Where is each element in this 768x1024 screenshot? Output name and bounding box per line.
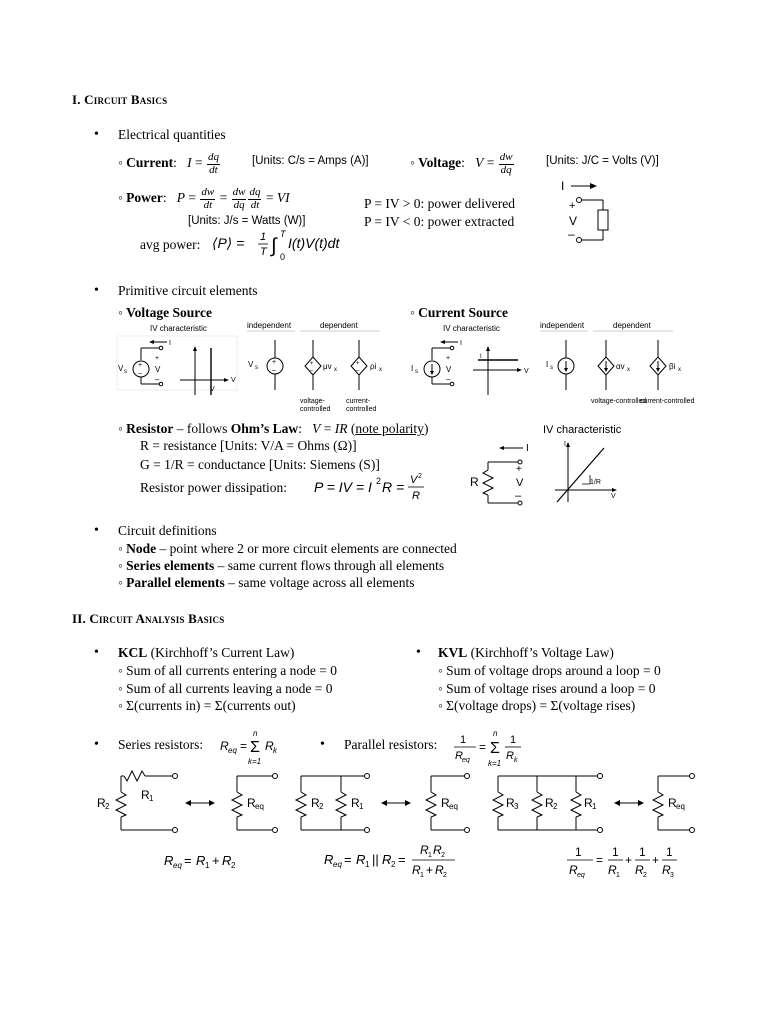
svg-text:–: – — [356, 368, 360, 374]
svg-text:I: I — [480, 354, 482, 360]
svg-text:+: + — [625, 853, 633, 867]
power-line: ◦ Power: P = $\frac{dw}{dt}$ = $\frac{dw}{dq}$ $\frac{dq}{dt}$ = VI — [118, 186, 290, 211]
svg-text:2: 2 — [376, 476, 382, 486]
svg-text:1: 1 — [428, 852, 432, 859]
power-element-diagram — [555, 178, 625, 248]
svg-text:=: = — [344, 852, 352, 867]
svg-text:+: + — [652, 853, 660, 867]
svg-text:V: V — [569, 214, 578, 228]
bullet: • — [94, 127, 99, 142]
svg-text:eq: eq — [173, 861, 182, 870]
svg-text:αv: αv — [616, 362, 625, 371]
svg-text:T: T — [280, 229, 286, 239]
resistor-power-label: Resistor power dissipation: — [140, 480, 287, 495]
parallel-resistors-formula — [452, 726, 532, 770]
svg-text:+: + — [155, 355, 160, 362]
svg-text:V: V — [516, 477, 524, 489]
svg-text:I: I — [546, 360, 549, 369]
svg-text:2: 2 — [391, 860, 396, 869]
bullet: • — [320, 737, 325, 752]
current-label: Current — [126, 155, 174, 171]
current-formula: $\frac{dq}{dt}$ — [207, 151, 219, 176]
svg-text:V: V — [231, 377, 236, 384]
svg-text:R: R — [662, 863, 671, 877]
svg-text:IV characteristic: IV characteristic — [443, 324, 500, 333]
node-definition: ◦ Node – point where 2 or more circuit elements are connected — [118, 541, 457, 556]
svg-text:R: R — [324, 852, 334, 867]
svg-text:2: 2 — [319, 802, 324, 811]
svg-text:eq: eq — [462, 757, 470, 764]
svg-text:current-: current- — [346, 398, 371, 405]
bullet: • — [94, 283, 99, 298]
power-delivered: P = IV > 0: power delivered — [364, 196, 515, 211]
svg-text:I: I — [460, 340, 462, 347]
svg-text:V: V — [446, 365, 452, 374]
svg-text:I(t)V(t)dt: I(t)V(t)dt — [288, 235, 340, 251]
svg-text:R: R — [220, 739, 229, 753]
svg-text:n: n — [493, 729, 498, 738]
parallel-resistors-label: Parallel resistors: — [344, 737, 438, 752]
parallel-three-circuit-diagram — [492, 766, 698, 838]
svg-text:∫: ∫ — [271, 235, 277, 257]
svg-text:–: – — [138, 370, 142, 377]
svg-text:R: R — [668, 796, 677, 810]
svg-text:P = IV = I: P = IV = I — [314, 479, 372, 495]
section-1-title: I. Circuit Basics — [72, 92, 168, 107]
svg-text:R: R — [635, 863, 644, 877]
power-units: [Units: J/s = Watts (W)] — [188, 215, 306, 227]
svg-text:–: – — [446, 375, 451, 384]
svg-text:+: + — [310, 361, 314, 367]
primitive-elements-heading: Primitive circuit elements — [118, 283, 258, 298]
svg-text:R: R — [97, 796, 106, 810]
kvl-line-2: ◦ Sum of voltage rises around a loop = 0 — [438, 681, 656, 696]
series-definition: ◦ Series elements – same current flows through all elements — [118, 558, 445, 573]
svg-text:R: R — [412, 863, 421, 877]
svg-text:+: + — [272, 359, 277, 366]
parallel-two-circuit-diagram — [297, 766, 472, 838]
circuit-definitions-heading: Circuit definitions — [118, 523, 217, 538]
voltage-source-heading: ◦ Voltage Source — [118, 305, 213, 320]
conductance-def: G = 1/R = conductance [Units: Siemens (S)] — [140, 457, 380, 472]
svg-text:k: k — [273, 746, 277, 755]
electrical-quantities-heading: Electrical quantities — [118, 127, 226, 142]
current-units: [Units: C/s = Amps (A)] — [252, 155, 369, 167]
svg-text:⟨P⟩ =: ⟨P⟩ = — [212, 235, 245, 251]
svg-text:x: x — [334, 367, 337, 373]
parallel-three-equivalent-formula — [565, 840, 690, 884]
resistor-iv-chart — [552, 440, 622, 504]
resistor-diagram — [468, 438, 533, 508]
svg-text:R: R — [506, 750, 514, 762]
svg-text:R: R — [569, 863, 578, 877]
svg-text:2: 2 — [643, 872, 647, 879]
svg-text:controlled: controlled — [300, 406, 331, 413]
svg-text:R: R — [545, 796, 554, 810]
svg-text:eq: eq — [333, 860, 342, 869]
svg-text:R =: R = — [382, 479, 405, 495]
svg-text:I: I — [526, 443, 529, 454]
kcl-line-2: ◦ Sum of all currents leaving a node = 0 — [118, 681, 333, 696]
svg-text:V: V — [210, 386, 215, 393]
bullet: • — [94, 737, 99, 752]
svg-text:independent: independent — [540, 321, 585, 330]
svg-text:=: = — [596, 853, 604, 867]
svg-text:=: = — [184, 853, 192, 868]
note-polarity: note polarity — [355, 421, 424, 436]
svg-text:eq: eq — [676, 802, 685, 811]
svg-text:s: s — [255, 365, 258, 371]
power-extracted: P = IV < 0: power extracted — [364, 214, 515, 229]
svg-text:x: x — [627, 367, 630, 373]
dependent-label: dependent — [320, 321, 358, 330]
svg-text:V: V — [611, 493, 616, 500]
svg-text:2: 2 — [418, 473, 422, 480]
svg-text:+: + — [426, 863, 434, 877]
svg-text:2: 2 — [231, 861, 236, 870]
svg-text:R: R — [351, 796, 360, 810]
svg-text:eq: eq — [228, 746, 237, 755]
ohms-law: Ohm’s Law — [230, 421, 299, 436]
svg-text:βi: βi — [669, 362, 676, 371]
svg-text:controlled: controlled — [346, 406, 377, 413]
kcl-line-1: ◦ Sum of all currents entering a node = 0 — [118, 663, 337, 678]
svg-text:–: – — [155, 375, 160, 384]
svg-text:+: + — [516, 464, 522, 475]
svg-text:–: – — [568, 227, 575, 241]
svg-text:R: R — [164, 853, 174, 868]
svg-text:+: + — [356, 361, 360, 367]
svg-text:–: – — [310, 368, 314, 374]
svg-text:R: R — [356, 852, 366, 867]
svg-text:s: s — [415, 369, 418, 375]
svg-text:R: R — [311, 796, 320, 810]
svg-text:Σ: Σ — [250, 739, 260, 756]
svg-text:1: 1 — [205, 861, 210, 870]
section-2-title: II. Circuit Analysis Basics — [72, 611, 225, 626]
iv-characteristic-label: IV characteristic — [150, 324, 207, 333]
current-source-heading: ◦ Current Source — [410, 305, 509, 320]
svg-text:s: s — [550, 365, 553, 371]
svg-text:V: V — [118, 364, 124, 373]
svg-text:k: k — [514, 757, 518, 764]
svg-text:R: R — [222, 853, 232, 868]
svg-text:3: 3 — [670, 872, 674, 879]
power-label: Power — [126, 190, 163, 206]
kcl-line-3: ◦ Σ(currents in) = Σ(currents out) — [118, 698, 296, 713]
svg-text:=: = — [479, 740, 487, 754]
series-resistors-label: Series resistors: — [118, 737, 204, 752]
svg-text:1: 1 — [365, 860, 370, 869]
svg-text:I: I — [169, 340, 171, 347]
bullet: • — [94, 523, 99, 538]
svg-text:μv: μv — [323, 362, 332, 371]
svg-text:eq: eq — [577, 872, 585, 879]
svg-text:3: 3 — [514, 802, 519, 811]
svg-text:R: R — [608, 863, 617, 877]
svg-text:R: R — [506, 796, 515, 810]
svg-text:R: R — [247, 796, 256, 810]
svg-text:=: = — [398, 852, 406, 867]
svg-text:R: R — [196, 853, 206, 868]
svg-text:R: R — [420, 843, 429, 857]
svg-text:1: 1 — [592, 802, 597, 811]
svg-text:Σ: Σ — [490, 740, 500, 757]
svg-text:I: I — [561, 179, 565, 193]
svg-text:R: R — [382, 852, 392, 867]
resistor-iv-label: IV characteristic — [543, 424, 622, 436]
svg-text:ρi: ρi — [370, 362, 377, 371]
svg-text:x: x — [678, 367, 681, 373]
svg-text:2: 2 — [441, 852, 445, 859]
svg-text:–: – — [515, 490, 522, 502]
svg-text:1/R: 1/R — [590, 479, 601, 486]
svg-text:1: 1 — [420, 872, 424, 879]
svg-text:eq: eq — [449, 802, 458, 811]
kvl-heading: KVL (Kirchhoff’s Voltage Law) — [438, 645, 614, 660]
svg-text:1: 1 — [639, 845, 646, 859]
svg-text:–: – — [272, 367, 276, 374]
svg-text:V: V — [155, 365, 161, 374]
resistor-power-formula — [312, 470, 442, 506]
svg-text:0: 0 — [280, 252, 286, 262]
current-source-diagrams — [408, 320, 695, 416]
svg-text:R: R — [412, 490, 420, 502]
svg-text:+: + — [212, 853, 220, 868]
svg-text:R: R — [433, 843, 442, 857]
resistor-line: ◦ Resistor – follows Ohm’s Law: V = IR (note polarity) — [118, 421, 429, 436]
svg-text:1: 1 — [575, 845, 582, 859]
current-line: ◦ Current: I = $\frac{dq}{dt}$ — [118, 151, 219, 176]
svg-text:V: V — [524, 368, 529, 375]
voltage-units: [Units: J/C = Volts (V)] — [546, 155, 659, 167]
svg-text:2: 2 — [553, 802, 558, 811]
svg-text:1: 1 — [666, 845, 673, 859]
svg-text:+: + — [446, 355, 451, 362]
voltage-formula: $\frac{dw}{dq}$ — [499, 151, 513, 176]
svg-text:1: 1 — [510, 734, 517, 746]
bullet: • — [416, 645, 421, 660]
parallel-definition: ◦ Parallel elements – same voltage across all elements — [118, 575, 415, 590]
svg-text:R: R — [584, 796, 593, 810]
svg-text:n: n — [253, 729, 258, 738]
svg-text:1: 1 — [616, 872, 620, 879]
kvl-line-1: ◦ Sum of voltage drops around a loop = 0 — [438, 663, 661, 678]
svg-text:R: R — [441, 796, 450, 810]
svg-text:voltage-: voltage- — [300, 398, 325, 405]
voltage-label: Voltage — [418, 155, 462, 171]
svg-text:R: R — [455, 750, 463, 762]
svg-text:s: s — [124, 369, 127, 375]
svg-text:x: x — [379, 367, 382, 373]
svg-text:k=1: k=1 — [248, 757, 262, 766]
svg-text:R: R — [265, 739, 274, 753]
kvl-line-3: ◦ Σ(voltage drops) = Σ(voltage rises) — [438, 698, 636, 713]
svg-text:T: T — [260, 246, 267, 258]
svg-text:V: V — [248, 360, 254, 369]
avg-power-label: avg power: — [140, 237, 201, 252]
svg-text:1: 1 — [460, 734, 467, 746]
svg-text:||: || — [372, 852, 379, 867]
svg-text:2: 2 — [105, 802, 110, 811]
svg-text:1: 1 — [359, 802, 364, 811]
svg-text:V: V — [410, 474, 418, 486]
svg-text:I: I — [564, 441, 566, 448]
parallel-two-equivalent-formula — [322, 840, 462, 880]
svg-text:+: + — [569, 200, 576, 212]
svg-text:eq: eq — [255, 802, 264, 811]
svg-text:I: I — [411, 364, 414, 373]
series-equivalent-formula — [162, 848, 252, 874]
voltage-source-diagrams — [115, 320, 385, 416]
svg-text:R: R — [141, 788, 150, 802]
svg-text:1: 1 — [149, 794, 154, 803]
svg-text:voltage-controlled: voltage-controlled — [591, 398, 647, 405]
svg-text:R: R — [435, 863, 444, 877]
series-resistors-formula — [218, 726, 290, 770]
resistor-label: Resistor — [126, 421, 174, 436]
avg-power-formula — [210, 226, 360, 264]
svg-text:=: = — [240, 739, 248, 753]
svg-text:1: 1 — [612, 845, 619, 859]
svg-text:R: R — [470, 475, 479, 489]
independent-label: independent — [247, 321, 292, 330]
kcl-heading: KCL (Kirchhoff’s Current Law) — [118, 645, 295, 660]
svg-text:1: 1 — [260, 231, 267, 243]
svg-text:dependent: dependent — [613, 321, 651, 330]
resistance-def: R = resistance [Units: V/A = Ohms (Ω)] — [140, 438, 357, 453]
svg-text:k=1: k=1 — [488, 759, 502, 768]
bullet: • — [94, 645, 99, 660]
svg-text:current-controlled: current-controlled — [640, 398, 695, 405]
svg-text:2: 2 — [443, 872, 447, 879]
svg-text:+: + — [138, 362, 143, 369]
series-circuit-diagram — [95, 766, 280, 838]
voltage-line: ◦ Voltage: V = $\frac{dw}{dq}$ — [410, 151, 513, 176]
